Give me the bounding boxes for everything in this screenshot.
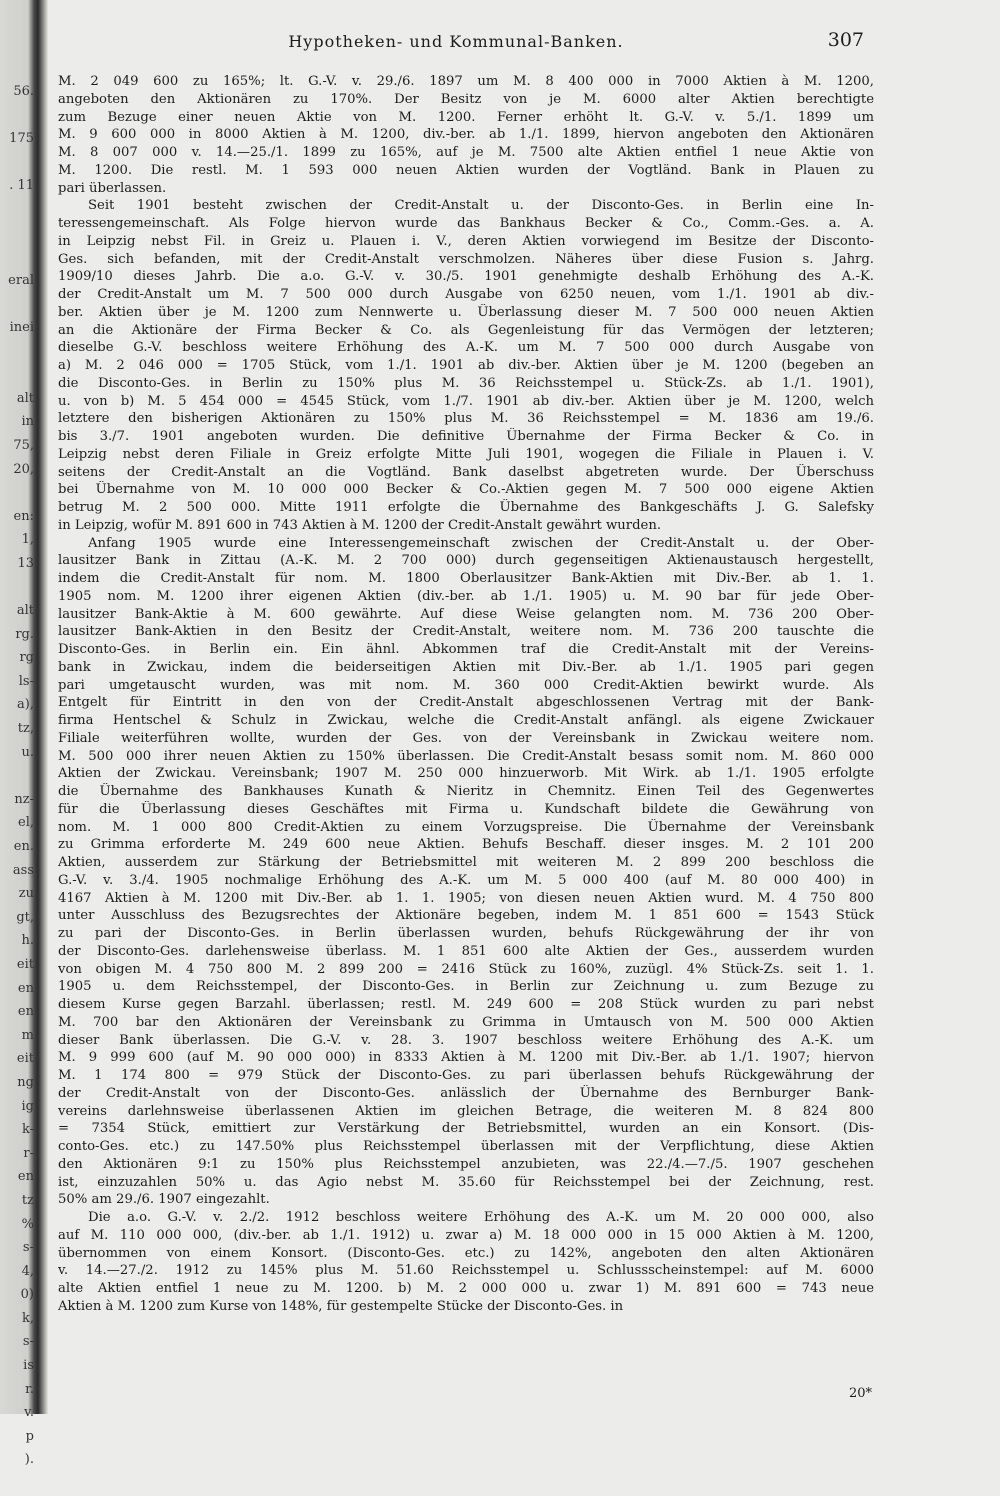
text-line: firma Hentschel & Schulz in Zwickau, welche die Credit-Anstalt anfängl. als eigene Zwickauer bbox=[58, 713, 874, 728]
gutter-fragment: 1, bbox=[21, 532, 34, 548]
gutter-fragment: p bbox=[25, 1428, 34, 1444]
gutter-fragment bbox=[0, 198, 34, 222]
text-line: Aktien à M. 1200 zum Kurse von 148%, für gestempelte Stücke der Disconto-Ges. in bbox=[58, 1298, 624, 1314]
text-line: seitens der Credit-Anstalt an die Vogtländ. Bank daselbst abgetreten wurde. Der Überschuss bbox=[58, 464, 874, 480]
gutter-fragment: k, bbox=[21, 1310, 34, 1326]
gutter-fragment: eit bbox=[16, 956, 34, 972]
text-line: alte Aktien entfiel 1 neue zu M. 1200. b) M. 2 000 000 u. zwar 1) M. 891 600 = 743 neue bbox=[58, 1281, 874, 1296]
gutter-fragment: en: bbox=[13, 508, 34, 524]
gutter-fragment: 13 bbox=[17, 555, 34, 571]
text-line: der Disconto-Ges. darlehensweise überlass. M. 1 851 600 alte Aktien der Ges., ausserdem wurden bbox=[58, 943, 874, 959]
paragraph bbox=[58, 73, 874, 197]
gutter-fragment: in bbox=[21, 414, 34, 430]
gutter-fragment: ls- bbox=[18, 673, 34, 689]
gutter-fragment: en bbox=[17, 1169, 34, 1185]
text-line: zum Bezuge einer neuen Aktie von M. 1200. Ferner erhöht lt. G.-V. v. 5./1. 1899 um bbox=[58, 109, 874, 125]
text-line: 1905 nom. M. 1200 ihrer eigenen Aktien (div.-ber. ab 1./1. 1905) u. M. 90 bar für jede Ober- bbox=[58, 588, 874, 604]
text-line: der Credit-Anstalt um M. 7 500 000 durch Ausgabe von 6250 neuen, vom 1./1. 1901 ab div.- bbox=[58, 287, 874, 302]
text-line: M. 9 600 000 in 8000 Aktien à M. 1200, div.-ber. ab 1./1. 1899, hiervon angeboten den Aktionären bbox=[58, 127, 874, 143]
text-line: die Übernahme des Bankhauses Kunath & Nieritz in Chemnitz. Einen Teil des Gegenwertes bbox=[58, 784, 874, 799]
text-line: ist, einzuzahlen 50% u. das Agio nebst M. 35.60 für Reichsstempel bei der Zeichnung, rest. bbox=[58, 1174, 874, 1190]
text-line: M. 8 007 000 v. 14.—25./1. 1899 zu 165%, auf je M. 7500 alte Aktien entfiel 1 neue Aktie von bbox=[58, 145, 874, 160]
text-line: Entgelt für Eintritt in den von der Credit-Anstalt abgeschlossenen Vertrag mit der Bank- bbox=[58, 695, 874, 711]
gutter-fragment: en. bbox=[13, 839, 34, 854]
text-line: Anfang 1905 wurde eine Interessengemeinschaft zwischen der Credit-Anstalt u. der Ober- bbox=[88, 535, 874, 551]
text-line: M. 1 174 800 = 979 Stück der Disconto-Ges. zu pari überlassen behufs Rückgewährung der bbox=[58, 1068, 874, 1083]
text-line: für die Überlassung dieses Geschäftes mit Firma u. Kundschaft bildete die Gewährung von bbox=[58, 801, 874, 817]
text-line: die Disconto-Ges. in Berlin zu 150% plus M. 36 Reichsstempel u. Stück-Zs. ab 1./1. 1901), bbox=[58, 375, 874, 391]
gutter-fragment: eral bbox=[8, 272, 34, 288]
text-line: Ges. sich befanden, mit der Credit-Anstalt verschmolzen. Näheres über diese Fusion s. Jahrg. bbox=[58, 251, 874, 267]
text-line: lausitzer Bank-Aktien in den Besitz der Credit-Anstalt, weitere nom. M. 736 200 tauschte die bbox=[58, 624, 874, 640]
gutter-fragment: 175 bbox=[9, 131, 34, 147]
text-line: zu pari der Disconto-Ges. in Berlin überlassen wurden, behufs Rückgewährung der ihr von bbox=[58, 926, 874, 941]
text-line: conto-Ges. etc.) zu 147.50% plus Reichsstempel überlassen mit der Verpflichtung, diese Aktien bbox=[58, 1139, 874, 1154]
gutter-fragment: tz, bbox=[17, 721, 34, 737]
gutter-fragment: r- bbox=[23, 1145, 34, 1161]
text-line: Seit 1901 besteht zwischen der Credit-Anstalt u. der Disconto-Ges. in Berlin eine In- bbox=[88, 198, 874, 214]
gutter-fragment: gt, bbox=[16, 909, 34, 925]
text-line: Disconto-Ges. in Berlin ein. Ein ähnl. Abkommen traf die Credit-Anstalt mit der Vereins- bbox=[58, 642, 874, 657]
text-line: in Leipzig nebst Fil. in Greiz u. Plauen i. V., deren Aktien vorwiegend im Besitze der Disconto- bbox=[58, 233, 874, 249]
gutter-fragment bbox=[0, 151, 34, 175]
text-line: der Credit-Anstalt von der Disconto-Ges. anlässlich der Übernahme des Bernburger Bank- bbox=[58, 1085, 874, 1101]
gutter-fragment: zu bbox=[18, 886, 34, 902]
gutter-fragment: s- bbox=[22, 1240, 34, 1256]
gutter-fragment: u. bbox=[21, 744, 34, 760]
running-head: Hypotheken- und Kommunal-Banken. bbox=[288, 32, 624, 51]
text-line: teressengemeinschaft. Als Folge hiervon wurde das Bankhaus Becker & Co., Comm.-Ges. a. A. bbox=[58, 216, 874, 231]
gutter-fragment: tz bbox=[21, 1192, 34, 1208]
gutter-fragment: el, bbox=[18, 815, 34, 831]
gutter-fragment bbox=[0, 481, 34, 505]
text-line: 1909/10 dieses Jahrb. Die a.o. G.-V. v. 30./5. 1901 genehmigte deshalb Erhöhung des A.-K. bbox=[58, 269, 874, 285]
gutter-fragment: ng bbox=[17, 1074, 34, 1090]
text-line: dieselbe G.-V. beschloss weitere Erhöhung des A.-K. um M. 7 500 000 durch Ausgabe von bbox=[58, 340, 874, 356]
gutter-fragment: 75, bbox=[13, 437, 34, 453]
text-line: vereins darlehnsweise überlassenen Aktien im gleichen Betrage, die weiteren M. 8 824 800 bbox=[58, 1103, 874, 1119]
gutter-fragment: en bbox=[17, 980, 34, 996]
text-line: G.-V. v. 3./4. 1905 nochmalige Erhöhung des A.-K. um M. 5 000 400 (auf M. 80 000 400) in bbox=[58, 872, 874, 888]
text-line: Aktien der Zwickau. Vereinsbank; 1907 M. 250 000 hinzuerworb. Mit Wirk. ab 1./1. 1905 erfolgte bbox=[58, 766, 874, 782]
paragraph bbox=[58, 197, 874, 534]
gutter-fragment: 4, bbox=[21, 1263, 34, 1279]
gutter-fragment: s- bbox=[22, 1334, 34, 1350]
text-line: zu Grimma erforderte M. 249 600 neue Aktien. Behufs Beschaff. dieser insges. M. 2 101 200 bbox=[58, 837, 874, 853]
gutter-fragment: nz- bbox=[14, 791, 34, 807]
gutter-fragment: ig bbox=[21, 1098, 34, 1114]
gutter-fragment: inei bbox=[9, 319, 34, 335]
text-line: Filiale weiterführen wollte, wurden der Ges. von der Vereinsbank in Zwickau weitere nom. bbox=[58, 730, 874, 746]
text-line: angeboten den Aktionären zu 170%. Der Besitz von je M. 6000 alter Aktien berechtigte bbox=[58, 91, 874, 107]
text-line: indem die Credit-Anstalt für nom. M. 1800 Oberlausitzer Bank-Aktien mit Div.-Ber. ab 1. 1. bbox=[58, 571, 874, 586]
gutter-fragment bbox=[0, 222, 34, 246]
gutter-fragment: eit bbox=[16, 1051, 34, 1067]
paragraph bbox=[58, 1209, 874, 1316]
gutter-fragment: 20, bbox=[13, 461, 34, 477]
gutter-fragment bbox=[0, 1472, 34, 1496]
page-number: 307 bbox=[827, 29, 864, 51]
text-line: M. 1200. Die restl. M. 1 593 000 neuen Aktien wurden der Vogtländ. Bank in Plauen zu bbox=[58, 162, 874, 178]
gutter-fragment: % bbox=[21, 1216, 34, 1232]
gutter-fragment bbox=[0, 245, 34, 269]
gutter-fragment bbox=[0, 292, 34, 316]
gutter-fragment: rg bbox=[19, 650, 34, 666]
text-line: M. 700 bar den Aktionären der Vereinsbank zu Grimma in Umtausch von M. 500 000 Aktien bbox=[58, 1014, 874, 1030]
text-line: Aktien, ausserdem zur Stärkung der Betriebsmittel mit weiteren M. 2 899 200 beschloss die bbox=[58, 855, 874, 870]
gutter-fragment: ). bbox=[24, 1452, 34, 1468]
text-line: übernommen von einem Konsort. (Disconto-Ges. etc.) zu 142%, angeboten den alten Aktionären bbox=[58, 1245, 874, 1261]
gutter-fragment: rg. bbox=[15, 626, 34, 642]
gutter-fragment: alt bbox=[16, 603, 34, 619]
gutter-fragment bbox=[0, 575, 34, 599]
text-line: lausitzer Bank-Aktie à M. 600 gewährte. Auf diese Weise gelangten nom. M. 736 200 Ober- bbox=[58, 606, 874, 622]
text-line: unter Ausschluss des Bezugsrechtes der Aktionäre begeben, indem M. 1 851 600 = 1543 Stück bbox=[58, 908, 874, 924]
text-line: a) M. 2 046 000 = 1705 Stück, vom 1./1. 1901 ab div.-ber. Aktien über je M. 1200 (begeben an bbox=[58, 358, 874, 373]
gutter-fragment: r. bbox=[25, 1381, 34, 1397]
gutter-fragment: 56. bbox=[13, 84, 34, 99]
text-line: pari umgetauscht wurden, was mit nom. M. 360 000 Credit-Aktien bewirkt wurde. Als bbox=[58, 677, 874, 693]
text-line: bank in Zwickau, indem die beiderseitigen Aktien mit Div.-Ber. ab 1./1. 1905 pari gegen bbox=[58, 659, 874, 675]
text-line: von obigen M. 4 750 800 M. 2 899 200 = 2416 Stück zu 160%, zuzügl. 4% Stück-Zs. seit 1. 1. bbox=[58, 961, 874, 977]
text-line: M. 9 999 600 (auf M. 90 000 000) in 8333 Aktien à M. 1200 mit Div.-Ber. ab 1./1. 1907; hiervon bbox=[58, 1050, 874, 1066]
text-line: 50% am 29./6. 1907 eingezahlt. bbox=[58, 1192, 270, 1208]
text-line: in Leipzig, wofür M. 891 600 in 743 Aktien à M. 1200 der Credit-Anstalt gewährt wurden. bbox=[58, 517, 662, 533]
gutter-fragment bbox=[0, 104, 34, 128]
text-line: Leipzig nebst deren Filiale in Greiz erfolgte Mitte Juli 1901, wogegen die Filiale in Plauen i. V. bbox=[58, 446, 874, 462]
text-line: betrug M. 2 500 000. Mitte 1911 erfolgte die Übernahme des Bankgeschäfts J. G. Salefsky bbox=[58, 500, 874, 515]
text-line: den Aktionären 9:1 zu 150% plus Reichsstempel anzubieten, was 22./4.—7./5. 1907 geschehen bbox=[58, 1156, 874, 1172]
gutter-fragment: k- bbox=[21, 1122, 34, 1138]
gutter-fragment: h. bbox=[21, 933, 34, 949]
text-line: bis 3./7. 1901 angeboten wurden. Die definitive Übernahme der Firma Becker & Co. in bbox=[58, 429, 874, 444]
gutter-fragment: 0) bbox=[20, 1287, 34, 1303]
gutter-fragment bbox=[0, 764, 34, 788]
text-line: pari überlassen. bbox=[58, 180, 167, 196]
text-line: diesem Kurse gegen Barzahl. überlassen; restl. M. 249 600 = 208 Stück wurden zu pari nebst bbox=[58, 997, 874, 1012]
text-line: nom. M. 1 000 800 Credit-Aktien zu einem Vorzugspreise. Die Übernahme der Vereinsbank bbox=[58, 819, 874, 835]
adjacent-page-gutter bbox=[0, 80, 34, 1496]
text-line: = 7354 Stück, emittiert zur Verstärkung der Betriebsmittel, wurden an ein Konsort. (Dis- bbox=[58, 1121, 874, 1137]
text-line: M. 500 000 ihrer neuen Aktien zu 150% überlassen. Die Credit-Anstalt besass somit nom. M. 860 000 bbox=[58, 748, 874, 764]
text-line: M. 2 049 600 zu 165%; lt. G.-V. v. 29./6. 1897 um M. 8 400 000 in 7000 Aktien à M. 1200, bbox=[58, 74, 874, 89]
gutter-fragment: a), bbox=[17, 697, 34, 713]
text-line: Die a.o. G.-V. v. 2./2. 1912 beschloss weitere Erhöhung des A.-K. um M. 20 000 000, also bbox=[88, 1210, 874, 1225]
gutter-fragment: v. bbox=[24, 1405, 34, 1421]
gutter-fragment: . 11 bbox=[9, 178, 34, 194]
gutter-fragment: en bbox=[17, 1004, 34, 1020]
text-line: v. 14.—27./2. 1912 zu 145% plus M. 51.60 Reichsstempel u. Schlussscheinstempel: auf M. 6000 bbox=[58, 1263, 874, 1279]
gutter-fragment: alt bbox=[16, 390, 34, 406]
text-line: 4167 Aktien à M. 1200 mit Div.-Ber. ab 1. 1. 1905; von diesen neuen Aktien wurd. M. 4 750 800 bbox=[58, 890, 874, 906]
gutter-fragment bbox=[0, 340, 34, 364]
gutter-fragment: m bbox=[21, 1027, 34, 1043]
text-line: bei Übernahme von M. 10 000 000 Becker & Co.-Aktien gegen M. 7 500 000 eigene Aktien bbox=[58, 482, 874, 498]
signature-mark: 20* bbox=[848, 1386, 872, 1401]
page-header bbox=[48, 29, 864, 58]
body-text bbox=[58, 73, 874, 1316]
paragraph bbox=[58, 535, 874, 1210]
text-line: dieser Bank überlassen. Die G.-V. v. 28. 3. 1907 beschloss weitere Erhöhung des A.-K. um bbox=[58, 1032, 874, 1048]
gutter-fragment bbox=[0, 363, 34, 387]
text-line: ber. Aktien über je M. 1200 zum Nennwerte u. Überlassung dieser M. 7 500 000 neuen Aktien bbox=[58, 304, 874, 320]
text-line: lausitzer Bank in Zittau (A.-K. M. 2 700 000) durch gegenseitigen Aktienaustausch hergestellt, bbox=[58, 553, 874, 569]
text-line: letztere den bisherigen Aktionären zu 150% plus M. 36 Reichsstempel = M. 1836 am 19./6. bbox=[58, 411, 874, 427]
text-line: an die Aktionäre der Firma Becker & Co. als Gegenleistung für das Vermögen der letzteren; bbox=[58, 322, 874, 338]
text-line: auf M. 110 000 000, (div.-ber. ab 1./1. 1912) u. zwar a) M. 18 000 000 in 15 000 Aktien à M. 1200, bbox=[58, 1227, 874, 1243]
gutter-fragment: ass bbox=[12, 862, 34, 878]
text-line: u. von b) M. 5 454 000 = 4545 Stück, vom 1./7. 1901 ab div.-ber. Aktien über je M. 1200, welch bbox=[58, 393, 874, 409]
gutter-fragment: is bbox=[23, 1358, 34, 1374]
text-line: 1905 u. dem Reichsstempel, der Disconto-Ges. in Berlin zur Zeichnung u. zum Bezuge zu bbox=[58, 979, 874, 995]
